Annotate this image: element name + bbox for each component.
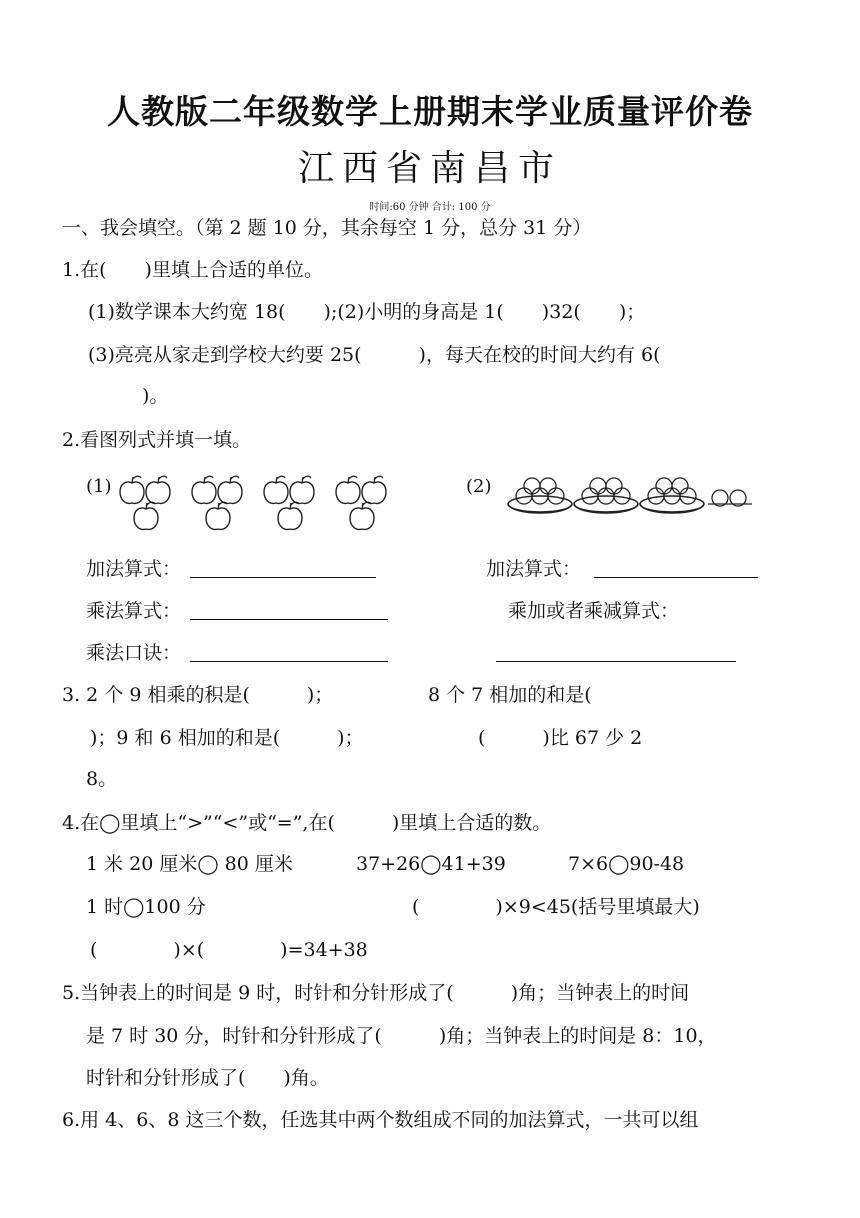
- q4-item-f: ( )×( )=34+38: [90, 939, 368, 961]
- q3-line3: 8。: [86, 768, 118, 790]
- left-add-label: 加法算式：: [86, 558, 182, 580]
- q2-stem: 2.看图列式并填一填。: [62, 429, 252, 451]
- q1-line3: )。: [142, 385, 169, 407]
- q3-line1-a: 3. 2 个 9 相乘的积是( )；: [62, 684, 334, 706]
- q3-line2-a: )；9 和 6 相加的和是( )；: [90, 727, 364, 749]
- exam-meta: 时间:60 分钟 合计: 100 分: [369, 202, 491, 213]
- figure1-label: (1): [86, 476, 112, 497]
- q6-line1: 6.用 4、6、8 这三个数，任选其中两个数组成不同的加法算式，一共可以组: [62, 1109, 699, 1131]
- q5-line1: 5.当钟表上的时间是 9 时，时针和分针形成了( )角；当钟表上的时间: [62, 982, 690, 1004]
- q5-line2: 是 7 时 30 分，时针和分针形成了( )角；当钟表上的时间是 8：10，: [86, 1025, 717, 1047]
- q4-item-d: 1 时◯100 分: [86, 896, 206, 918]
- right-muladd-label: 乘加或者乘减算式：: [508, 600, 680, 622]
- q4-item-b: 37+26◯41+39: [356, 853, 506, 875]
- q1-line2: (3)亮亮从家走到学校大约要 25( )，每天在校的时间大约有 6(: [88, 344, 661, 366]
- apples-figure: [116, 470, 406, 540]
- q3-line2-b: ( )比 67 少 2: [478, 727, 643, 749]
- page-title: 人教版二年级数学上册期末学业质量评价卷: [107, 92, 753, 131]
- right-add-label: 加法算式：: [486, 558, 582, 580]
- q4-item-a: 1 米 20 厘米◯ 80 厘米: [86, 853, 293, 875]
- page-subtitle: 江西省南昌市: [297, 148, 562, 189]
- figure2-label: (2): [466, 476, 492, 497]
- q4-item-c: 7×6◯90-48: [568, 853, 685, 875]
- q4-item-e: ( )×9<45(括号里填最大): [412, 896, 700, 918]
- left-mul-label: 乘法算式：: [86, 600, 182, 622]
- q4-stem: 4.在◯里填上“>”“<”或“=”,在( )里填上合适的数。: [62, 812, 552, 834]
- q3-line1-b: 8 个 7 相加的和是(: [428, 684, 592, 706]
- left-rhyme-label: 乘法口诀：: [86, 642, 182, 664]
- q1-stem: 1.在( )里填上合适的单位。: [62, 259, 323, 281]
- left-rhyme-blank[interactable]: [190, 641, 388, 662]
- left-mul-blank[interactable]: [190, 599, 388, 620]
- left-add-blank[interactable]: [190, 557, 376, 578]
- right-add-blank[interactable]: [594, 557, 758, 578]
- q1-line1: (1)数学课本大约宽 18( );(2)小明的身高是 1( )32( )；: [88, 301, 646, 323]
- section-heading: 一、我会填空。（第 2 题 10 分，其余每空 1 分，总分 31 分）: [62, 217, 592, 239]
- q5-line3: 时针和分针形成了( )角。: [86, 1067, 329, 1089]
- right-muladd-blank[interactable]: [496, 641, 736, 662]
- fruit-plates-figure: [500, 470, 770, 530]
